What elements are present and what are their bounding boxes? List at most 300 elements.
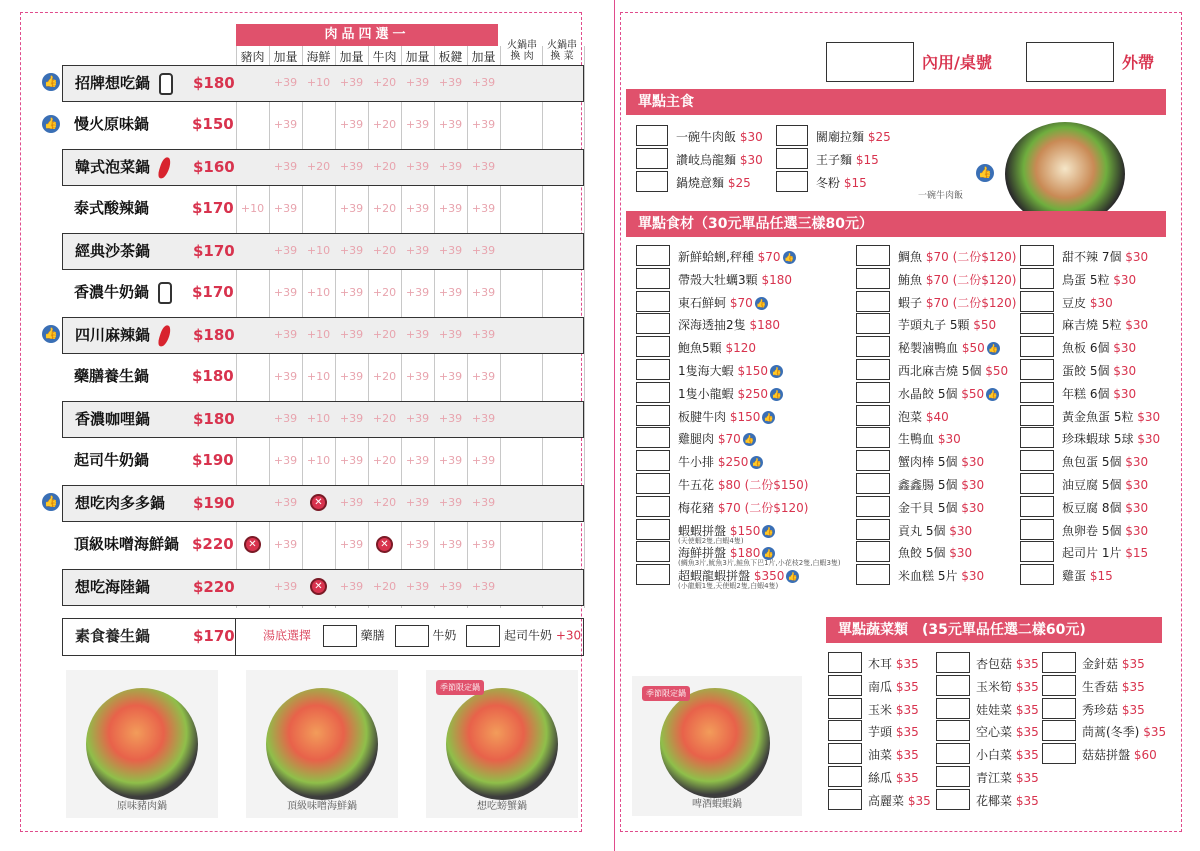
item-price: $70 (二份$120) bbox=[925, 272, 1017, 287]
hotpot-price: $220 bbox=[193, 578, 235, 596]
addon-price: +20 bbox=[372, 496, 397, 509]
column-header: 加量 bbox=[273, 50, 298, 64]
takeout-label: 外帶 bbox=[1122, 53, 1155, 72]
vegetable-item bbox=[976, 769, 1039, 786]
item-name: 油豆腐 5個 bbox=[1062, 478, 1122, 492]
hotpot-name: 想吃海陸鍋 bbox=[75, 578, 151, 596]
item-name: 新鮮蛤蜊,秤種 bbox=[678, 250, 754, 264]
item-price: $35 bbox=[1015, 725, 1039, 740]
order-checkbox[interactable] bbox=[856, 313, 890, 334]
item-price: $150 bbox=[729, 523, 761, 538]
order-checkbox[interactable] bbox=[856, 291, 890, 312]
order-checkbox[interactable] bbox=[856, 427, 890, 448]
veg-hotpot-price: $170 bbox=[193, 627, 235, 645]
item-price: $35 bbox=[1121, 702, 1145, 717]
ingredient-item bbox=[678, 522, 775, 545]
hotpot-name: 香濃牛奶鍋 bbox=[74, 283, 150, 301]
order-checkbox[interactable] bbox=[1042, 652, 1076, 673]
column-header-line: 火鍋串 bbox=[507, 40, 537, 51]
order-checkbox[interactable] bbox=[636, 359, 670, 380]
item-name: 1隻小龍蝦 bbox=[678, 386, 734, 401]
item-name: 娃娃菜 bbox=[976, 702, 1013, 717]
order-checkbox[interactable] bbox=[776, 148, 808, 169]
addon-price: +39 bbox=[273, 328, 298, 341]
item-name: 木耳 bbox=[868, 657, 893, 671]
item-price: $30 bbox=[1125, 250, 1149, 264]
order-checkbox[interactable] bbox=[1020, 382, 1054, 403]
hotpot-row[interactable] bbox=[62, 107, 584, 144]
unavailable-icon: ✕ bbox=[376, 536, 393, 553]
order-checkbox[interactable] bbox=[636, 427, 670, 448]
hotpot-name: 四川麻辣鍋 bbox=[75, 326, 151, 344]
order-checkbox[interactable] bbox=[936, 652, 970, 673]
order-checkbox[interactable] bbox=[636, 564, 670, 585]
item-name: 雞蛋 bbox=[1062, 569, 1087, 584]
item-name: 蟹肉棒 5個 bbox=[898, 455, 958, 470]
addon-price: +39 bbox=[438, 538, 463, 551]
order-checkbox[interactable] bbox=[856, 359, 890, 380]
ingredient-item bbox=[1062, 248, 1148, 265]
addon-price: +39 bbox=[405, 118, 430, 131]
order-checkbox[interactable] bbox=[636, 496, 670, 517]
column-header: 加量 bbox=[405, 50, 430, 64]
item-name: 玉米筍 bbox=[976, 679, 1013, 694]
item-price: $35 bbox=[1015, 657, 1039, 671]
unavailable-icon: ✕ bbox=[244, 536, 261, 553]
vegetable-item bbox=[868, 655, 919, 672]
addon-price: +39 bbox=[339, 76, 364, 89]
ingredient-item bbox=[678, 362, 783, 379]
item-name: 關廟拉麵 bbox=[816, 130, 865, 144]
addon-price: +39 bbox=[438, 412, 463, 425]
addon-price: +39 bbox=[339, 370, 364, 383]
order-checkbox[interactable] bbox=[856, 541, 890, 562]
item-name: 生香菇 bbox=[1082, 679, 1119, 694]
order-checkbox[interactable] bbox=[636, 336, 670, 357]
item-price: $70 bbox=[729, 295, 753, 310]
order-checkbox[interactable] bbox=[636, 382, 670, 403]
addon-price: +39 bbox=[471, 454, 496, 467]
item-price: $35 bbox=[895, 657, 919, 671]
ingredient-item bbox=[678, 316, 780, 333]
staple-item bbox=[816, 174, 867, 191]
addon-price: +39 bbox=[438, 286, 463, 299]
ingredient-item bbox=[1062, 294, 1113, 311]
order-checkbox[interactable] bbox=[828, 652, 862, 673]
item-name: 海鮮拼盤 bbox=[678, 546, 727, 561]
order-checkbox[interactable] bbox=[936, 698, 970, 719]
order-checkbox[interactable] bbox=[1020, 496, 1054, 517]
addon-price: +10 bbox=[306, 328, 331, 341]
item-price: $35 bbox=[1121, 679, 1145, 694]
like-icon: 👍 bbox=[42, 73, 60, 91]
addon-price: +39 bbox=[339, 580, 364, 593]
item-price: $30 bbox=[961, 455, 985, 470]
item-name: 起司片 1片 bbox=[1062, 546, 1122, 561]
item-price: $350 bbox=[753, 569, 785, 584]
column-header: 豬肉 bbox=[240, 50, 265, 64]
order-checkbox[interactable] bbox=[856, 496, 890, 517]
soup-option-2-label: 牛奶 bbox=[432, 628, 457, 643]
column-header-line: 換 菜 bbox=[550, 51, 574, 62]
milk-bottle-icon bbox=[158, 282, 172, 304]
order-checkbox[interactable] bbox=[856, 245, 890, 266]
item-name: 鮪魚 bbox=[898, 272, 923, 287]
item-price: $250 bbox=[737, 386, 769, 401]
order-checkbox[interactable] bbox=[776, 125, 808, 146]
item-name: 蛋餃 5個 bbox=[1062, 364, 1110, 378]
veg-hotpot-row bbox=[62, 618, 584, 656]
addon-price: +39 bbox=[273, 76, 298, 89]
ingredient-item bbox=[898, 408, 949, 425]
order-checkbox[interactable] bbox=[828, 698, 862, 719]
ingredient-item bbox=[898, 294, 1016, 311]
order-checkbox[interactable] bbox=[1042, 698, 1076, 719]
like-icon: 👍 bbox=[763, 549, 774, 559]
vegetable-item bbox=[868, 678, 919, 695]
like-icon: 👍 bbox=[787, 572, 798, 582]
order-checkbox[interactable] bbox=[636, 473, 670, 494]
item-price: $30 bbox=[1113, 341, 1137, 356]
addon-price: +39 bbox=[273, 454, 298, 467]
item-name: 金干貝 5個 bbox=[898, 500, 958, 515]
item-name: 青江菜 bbox=[976, 771, 1013, 785]
order-checkbox[interactable] bbox=[828, 675, 862, 696]
order-checkbox[interactable] bbox=[936, 720, 970, 741]
addon-price: +10 bbox=[306, 412, 331, 425]
item-name: 金針菇 bbox=[1082, 657, 1119, 671]
order-checkbox[interactable] bbox=[828, 766, 862, 787]
photo-crab-hotpot bbox=[426, 670, 578, 818]
ingredient-item bbox=[898, 339, 1000, 356]
soup-option-3-price: +30 bbox=[555, 628, 582, 643]
order-checkbox[interactable] bbox=[1020, 541, 1054, 562]
item-price: $30 bbox=[961, 478, 985, 492]
hotpot-image bbox=[660, 688, 770, 798]
order-checkbox[interactable] bbox=[1020, 427, 1054, 448]
photo-pork-hotpot bbox=[66, 670, 218, 818]
addon-price: +20 bbox=[372, 580, 397, 593]
addon-price: +39 bbox=[339, 202, 364, 215]
staple-item bbox=[676, 151, 763, 168]
column-header-line: 火鍋串 bbox=[547, 40, 577, 51]
order-checkbox[interactable] bbox=[1020, 564, 1054, 585]
item-name: 米血糕 5片 bbox=[898, 569, 958, 584]
table-number-box[interactable] bbox=[826, 42, 914, 82]
staple-item bbox=[676, 174, 751, 191]
order-checkbox[interactable] bbox=[828, 720, 862, 741]
hotpot-price: $150 bbox=[192, 115, 234, 133]
like-icon: 👍 bbox=[763, 412, 774, 422]
ingredient-item bbox=[678, 430, 756, 447]
addon-price: +39 bbox=[339, 160, 364, 173]
addon-price: +39 bbox=[405, 370, 430, 383]
addon-price: +39 bbox=[438, 118, 463, 131]
addon-price: +39 bbox=[438, 328, 463, 341]
hotpot-price: $180 bbox=[193, 410, 235, 428]
item-name: 帶殼大牡蠣3顆 bbox=[678, 272, 758, 287]
ingredient-item bbox=[898, 453, 984, 470]
item-price: $180 bbox=[729, 546, 761, 561]
addon-price: +39 bbox=[405, 244, 430, 257]
vegetable-item bbox=[868, 769, 919, 786]
order-checkbox[interactable] bbox=[1020, 336, 1054, 357]
hotpot-row[interactable] bbox=[62, 191, 584, 228]
item-name: 蝦子 bbox=[898, 295, 923, 310]
item-price: $35 bbox=[895, 725, 919, 740]
hotpot-name: 起司牛奶鍋 bbox=[74, 451, 150, 469]
addon-price: +39 bbox=[273, 160, 298, 173]
item-name: 黃金魚蛋 5粒 bbox=[1062, 409, 1134, 424]
item-price: $35 bbox=[1015, 771, 1039, 785]
addon-price: +39 bbox=[405, 496, 430, 509]
order-checkbox[interactable] bbox=[1020, 313, 1054, 334]
unavailable-icon: ✕ bbox=[310, 494, 327, 511]
item-name: 貢丸 5個 bbox=[898, 523, 946, 538]
photo-caption: 想吃螃蟹鍋 bbox=[477, 801, 527, 812]
like-icon: 👍 bbox=[763, 526, 774, 536]
soup-option-1-label: 藥膳 bbox=[360, 628, 385, 643]
item-price: $50 bbox=[985, 364, 1009, 378]
item-name: 空心菜 bbox=[976, 725, 1013, 740]
order-checkbox[interactable] bbox=[936, 675, 970, 696]
chili-pepper-icon bbox=[157, 156, 172, 180]
like-icon: 👍 bbox=[42, 493, 60, 511]
vegetable-item bbox=[976, 746, 1039, 763]
item-name: 絲瓜 bbox=[868, 771, 893, 785]
soup-label: 湯底選擇 bbox=[263, 628, 312, 643]
item-name: 魚包蛋 5個 bbox=[1062, 455, 1122, 470]
item-price: $30 bbox=[1113, 272, 1137, 287]
addon-price: +20 bbox=[372, 118, 397, 131]
item-price: $30 bbox=[1125, 318, 1149, 333]
order-checkbox[interactable] bbox=[1042, 675, 1076, 696]
choose-one-header: 肉品四選一 bbox=[236, 24, 498, 46]
seasonal-tag: 季節限定鍋 bbox=[436, 680, 484, 695]
item-name: 玉米 bbox=[868, 702, 893, 717]
item-name: 牛小排 bbox=[678, 455, 715, 470]
staple-item bbox=[816, 128, 891, 145]
addon-price: +10 bbox=[306, 454, 331, 467]
order-checkbox[interactable] bbox=[856, 336, 890, 357]
item-name: 珍珠蝦球 5球 bbox=[1062, 432, 1134, 447]
item-name: 1隻海大蝦 bbox=[678, 364, 734, 378]
order-checkbox[interactable] bbox=[1020, 291, 1054, 312]
order-checkbox[interactable] bbox=[856, 268, 890, 289]
order-checkbox[interactable] bbox=[636, 405, 670, 426]
item-price: $50 bbox=[961, 386, 985, 401]
soup-option-2-checkbox[interactable] bbox=[395, 625, 429, 647]
order-checkbox[interactable] bbox=[1020, 519, 1054, 540]
veg-hotpot-name: 素食養生鍋 bbox=[75, 627, 151, 645]
hotpot-price: $160 bbox=[193, 158, 235, 176]
soup-options bbox=[263, 625, 581, 647]
hotpot-name: 韓式泡菜鍋 bbox=[75, 158, 151, 176]
item-name: 魚餃 5個 bbox=[898, 546, 946, 561]
order-checkbox[interactable] bbox=[636, 125, 668, 146]
ingredient-item bbox=[898, 499, 984, 516]
addon-price: +39 bbox=[405, 412, 430, 425]
item-price: $30 bbox=[1089, 295, 1113, 310]
addon-price: +39 bbox=[273, 370, 298, 383]
order-checkbox[interactable] bbox=[636, 541, 670, 562]
item-name: 魚板 6個 bbox=[1062, 341, 1110, 356]
order-checkbox[interactable] bbox=[856, 473, 890, 494]
order-checkbox[interactable] bbox=[1042, 743, 1076, 764]
ingredient-item bbox=[1062, 430, 1160, 447]
addon-price: +39 bbox=[339, 538, 364, 551]
ingredient-item bbox=[1062, 544, 1148, 561]
item-price: $15 bbox=[1089, 569, 1113, 584]
item-name: 生鴨血 bbox=[898, 432, 935, 447]
order-checkbox[interactable] bbox=[828, 789, 862, 810]
grid-line bbox=[584, 46, 585, 608]
milk-bottle-icon bbox=[159, 73, 173, 95]
item-name: 鳥蛋 5粒 bbox=[1062, 272, 1110, 287]
addon-price: +39 bbox=[471, 244, 496, 257]
order-checkbox[interactable] bbox=[1020, 268, 1054, 289]
hotpot-price: $190 bbox=[193, 494, 235, 512]
order-checkbox[interactable] bbox=[636, 519, 670, 540]
item-name: 豆皮 bbox=[1062, 295, 1087, 310]
order-checkbox[interactable] bbox=[1020, 405, 1054, 426]
order-checkbox[interactable] bbox=[856, 519, 890, 540]
item-price: $30 bbox=[949, 546, 973, 561]
addon-price: +39 bbox=[405, 160, 430, 173]
item-price: $30 bbox=[937, 432, 961, 447]
hotpot-price: $180 bbox=[192, 367, 234, 385]
item-name: 牛五花 bbox=[678, 478, 715, 492]
item-price: $30 bbox=[739, 153, 763, 167]
takeout-box[interactable] bbox=[1026, 42, 1114, 82]
item-price: $50 bbox=[973, 318, 997, 333]
order-checkbox[interactable] bbox=[936, 743, 970, 764]
order-checkbox[interactable] bbox=[936, 789, 970, 810]
order-checkbox[interactable] bbox=[636, 245, 670, 266]
order-checkbox[interactable] bbox=[776, 171, 808, 192]
order-checkbox[interactable] bbox=[636, 148, 668, 169]
vegetable-item bbox=[976, 723, 1039, 740]
item-name: 東石鮮蚵 bbox=[678, 295, 727, 310]
unavailable-icon: ✕ bbox=[310, 578, 327, 595]
ingredient-item bbox=[1062, 476, 1148, 493]
vegetable-item bbox=[976, 655, 1039, 672]
hotpot-name: 藥膳養生鍋 bbox=[74, 367, 150, 385]
order-checkbox[interactable] bbox=[636, 313, 670, 334]
vegetable-item bbox=[1082, 655, 1145, 672]
addon-price: +39 bbox=[273, 286, 298, 299]
order-checkbox[interactable] bbox=[636, 171, 668, 192]
ingredient-item bbox=[898, 362, 1008, 379]
seasonal-tag: 季節限定鍋 bbox=[642, 686, 690, 701]
addon-price: +39 bbox=[438, 76, 463, 89]
hotpot-row[interactable] bbox=[62, 527, 584, 564]
hotpot-price: $170 bbox=[192, 199, 234, 217]
addon-price: +39 bbox=[471, 412, 496, 425]
like-icon: 👍 bbox=[988, 344, 999, 354]
addon-price: +39 bbox=[438, 496, 463, 509]
addon-price: +39 bbox=[273, 496, 298, 509]
column-header: 加量 bbox=[471, 50, 496, 64]
addon-price: +39 bbox=[405, 454, 430, 467]
hotpot-image bbox=[446, 688, 558, 800]
item-name: 鯛魚 bbox=[898, 250, 923, 264]
soup-option-1-checkbox[interactable] bbox=[323, 625, 357, 647]
addon-price: +39 bbox=[339, 286, 364, 299]
item-name: 芋頭 bbox=[868, 725, 893, 740]
order-checkbox[interactable] bbox=[636, 268, 670, 289]
item-name: 魚卵卷 5個 bbox=[1062, 523, 1122, 538]
ingredient-item bbox=[1062, 408, 1160, 425]
addon-price: +39 bbox=[405, 76, 430, 89]
order-checkbox[interactable] bbox=[856, 450, 890, 471]
order-checkbox[interactable] bbox=[856, 564, 890, 585]
order-checkbox[interactable] bbox=[828, 743, 862, 764]
ingredient-item bbox=[678, 453, 763, 470]
column-header: 海鮮 bbox=[306, 50, 331, 64]
order-checkbox[interactable] bbox=[856, 382, 890, 403]
photo-caption: 原味豬肉鍋 bbox=[117, 801, 167, 812]
addon-price: +39 bbox=[438, 244, 463, 257]
hotpot-price: $220 bbox=[192, 535, 234, 553]
soup-option-3-checkbox[interactable] bbox=[466, 625, 500, 647]
like-icon: 👍 bbox=[987, 389, 998, 399]
item-price: $35 bbox=[1015, 702, 1039, 717]
addon-price: +20 bbox=[306, 160, 331, 173]
order-checkbox[interactable] bbox=[1042, 720, 1076, 741]
item-name: 王子麵 bbox=[816, 153, 853, 167]
order-checkbox[interactable] bbox=[936, 766, 970, 787]
item-price: $60 bbox=[1133, 748, 1157, 763]
soup-option-3-label: 起司牛奶 bbox=[504, 628, 553, 643]
ingredient-section-header: 單點食材（30元單品任選三樣80元） bbox=[626, 211, 1166, 237]
addon-price: +39 bbox=[405, 202, 430, 215]
ingredient-item bbox=[898, 271, 1016, 288]
order-checkbox[interactable] bbox=[856, 405, 890, 426]
item-price: $35 bbox=[895, 748, 919, 763]
ingredient-item bbox=[678, 408, 775, 425]
addon-price: +39 bbox=[405, 538, 430, 551]
fold-line bbox=[614, 0, 615, 851]
item-name: 芋頭丸子 5顆 bbox=[898, 318, 970, 333]
order-checkbox[interactable] bbox=[1020, 473, 1054, 494]
item-price: $35 bbox=[1143, 725, 1167, 740]
dine-in-label: 內用/桌號 bbox=[922, 53, 992, 72]
order-checkbox[interactable] bbox=[636, 450, 670, 471]
item-name: 雞腿肉 bbox=[678, 432, 715, 447]
ingredient-item bbox=[898, 544, 972, 561]
hotpot-price: $180 bbox=[193, 74, 235, 92]
order-checkbox[interactable] bbox=[1020, 245, 1054, 266]
item-price: $30 bbox=[1113, 386, 1137, 401]
addon-price: +10 bbox=[306, 76, 331, 89]
order-checkbox[interactable] bbox=[1020, 450, 1054, 471]
hotpot-price: $170 bbox=[192, 283, 234, 301]
item-price: $150 bbox=[729, 409, 761, 424]
bowl-caption: 一碗牛肉飯 bbox=[918, 191, 964, 201]
staple-item bbox=[816, 151, 879, 168]
order-checkbox[interactable] bbox=[636, 291, 670, 312]
item-price: $70 bbox=[757, 250, 781, 264]
order-checkbox[interactable] bbox=[1020, 359, 1054, 380]
addon-price: +20 bbox=[372, 202, 397, 215]
item-price: $35 bbox=[1015, 679, 1039, 694]
like-icon: 👍 bbox=[744, 435, 755, 445]
item-price: $70 (二份$120) bbox=[925, 295, 1017, 310]
addon-price: +39 bbox=[339, 244, 364, 257]
like-icon: 👍 bbox=[784, 253, 795, 262]
hotpot-price: $180 bbox=[193, 326, 235, 344]
